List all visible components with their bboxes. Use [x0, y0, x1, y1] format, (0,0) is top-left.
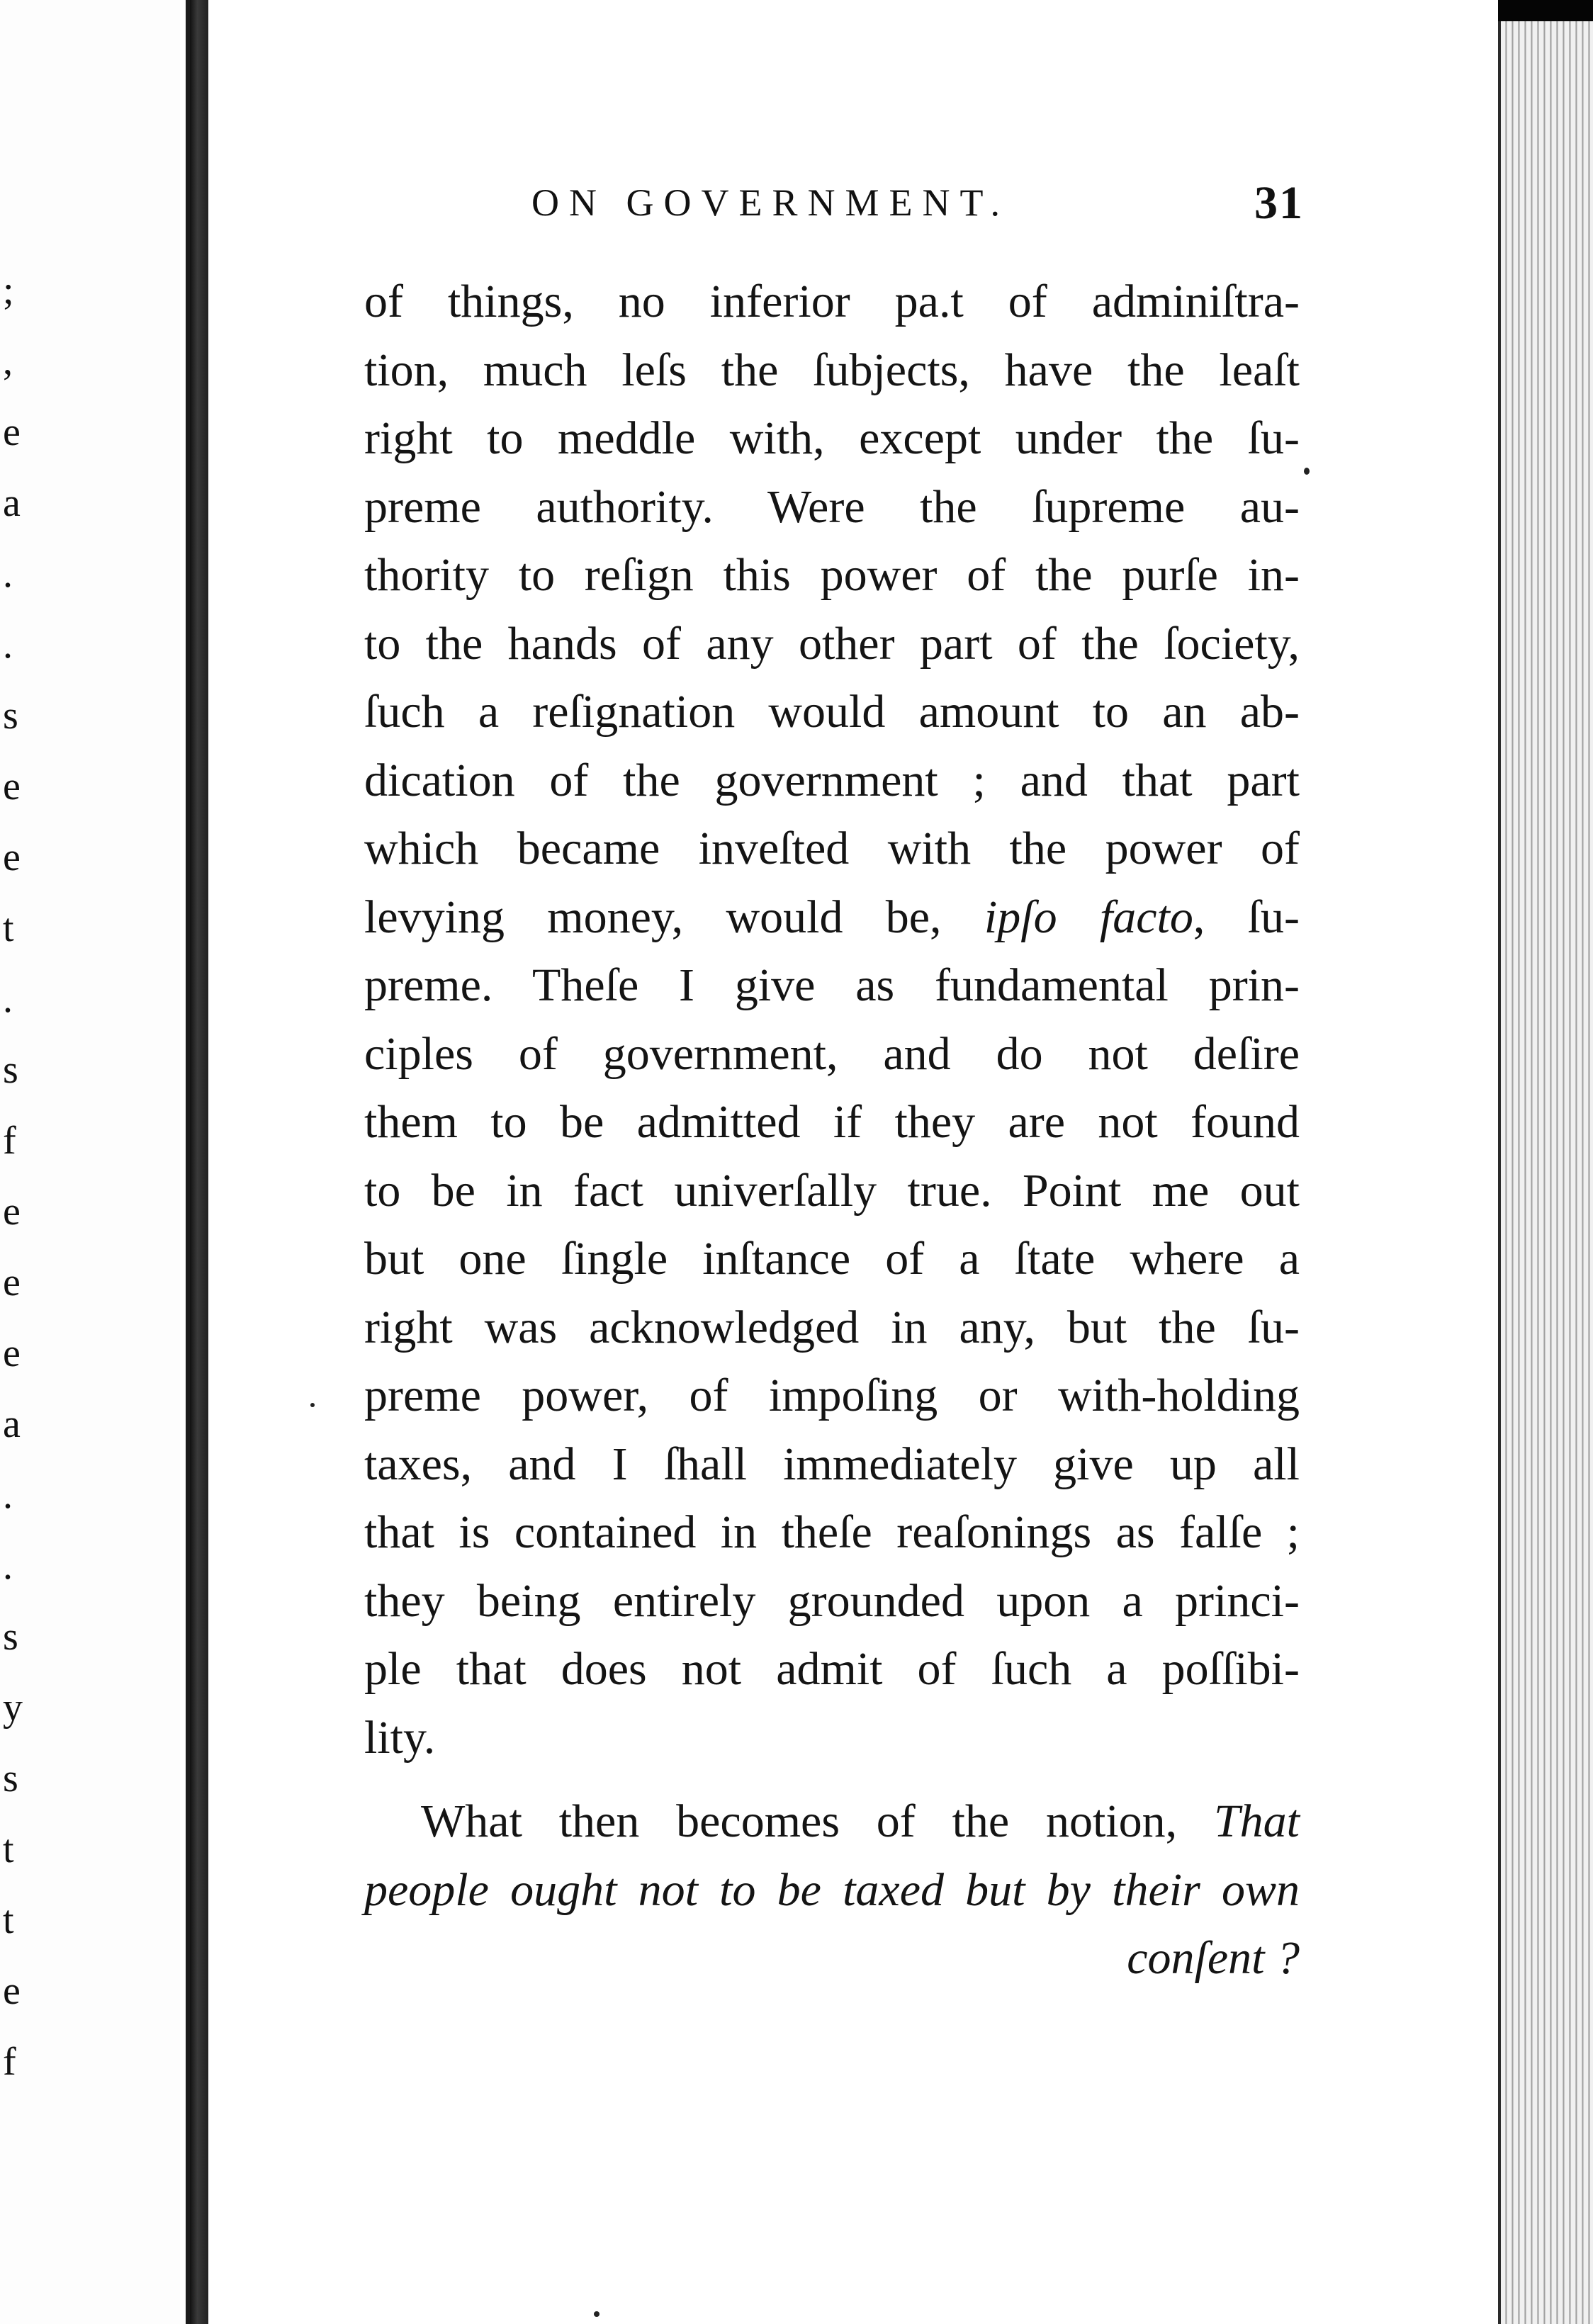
text-line: thority to reſign this power of the purſe in-: [364, 549, 1300, 601]
paragraph-start-line: What then becomes of the notion, That: [421, 1795, 1300, 1847]
left-page-fragment: y: [3, 1686, 23, 1730]
text-line: ſuch a reſignation would amount to an ab-: [364, 686, 1300, 738]
left-page-fragment: e: [3, 765, 21, 808]
left-page-fragment: .: [3, 623, 13, 667]
text-line: preme power, of impoſing or with-holding: [364, 1370, 1300, 1421]
left-page-fragment: .: [3, 977, 13, 1021]
text-line: ple that does not admit of ſuch a poſſibi-: [364, 1643, 1300, 1695]
book-page-edges: [1498, 21, 1593, 2324]
text-line: of things, no inferior pa.t of adminiſtra-: [364, 276, 1300, 327]
text-line: people ought not to be taxed but by their own: [364, 1863, 1300, 1916]
text-line: dication of the government ; and that part: [364, 754, 1300, 806]
left-page-fragment: ,: [3, 339, 13, 383]
text-line: to the hands of any other part of the ſociety,: [364, 617, 1300, 670]
left-page-fragment: s: [3, 694, 18, 738]
left-page-fragment: ;: [3, 269, 14, 312]
text-line: which became inveſted with the power of: [364, 823, 1300, 874]
text-line: to be in fact univerſally true. Point me out: [364, 1164, 1300, 1217]
page-number: 31: [1254, 177, 1304, 229]
text-line: they being entirely grounded upon a princi-: [364, 1574, 1300, 1627]
left-page-fragment: e: [3, 835, 21, 879]
left-page-fragment: e: [3, 1190, 21, 1234]
left-page-fragment: .: [3, 1473, 13, 1517]
left-page-fragment: e: [3, 410, 21, 454]
text-line: ciples of government, and do not deſire: [364, 1027, 1300, 1080]
text-line: preme authority. Were the ſupreme au-: [364, 480, 1300, 533]
text-line: that is contained in theſe reaſonings as falſe ;: [364, 1506, 1300, 1558]
left-page-text-fragments: [0, 255, 28, 2097]
running-head: [531, 177, 1304, 237]
text-line: lity.: [364, 1711, 436, 1764]
text-line: preme. Theſe I give as fundamental prin-: [364, 959, 1300, 1011]
text-line: but one ſingle inſtance of a ſtate where a: [364, 1233, 1300, 1285]
text-line: conſent ?: [1127, 1932, 1300, 1984]
left-page-fragment: a: [3, 1402, 21, 1446]
text-line: tion, much leſs the ſubjects, have the leaſt: [364, 344, 1300, 396]
left-page-fragment: e: [3, 1969, 21, 2013]
text-line: right to meddle with, except under the ſu-: [364, 412, 1300, 464]
italic-phrase: ipſo facto: [984, 891, 1193, 943]
left-page-edge: [0, 0, 190, 2324]
left-page-fragment: .: [3, 552, 13, 596]
body-text: [364, 268, 1300, 1993]
left-page-fragment: .: [3, 1544, 13, 1588]
book-gutter: [190, 0, 208, 2324]
left-page-fragment: e: [3, 1331, 21, 1375]
text-line: them to be admitted if they are not found: [364, 1096, 1300, 1148]
left-page-fragment: t: [3, 1898, 14, 1942]
running-head-title: ON GOVERNMENT.: [531, 181, 1010, 224]
text-line: levying money, would be, ipſo facto, ſu-: [364, 891, 1300, 943]
left-page-fragment: e: [3, 1260, 21, 1304]
left-page-fragment: t: [3, 906, 14, 950]
left-page-fragment: s: [3, 1756, 18, 1800]
left-page-fragment: f: [3, 1119, 16, 1163]
left-page-fragment: s: [3, 1048, 18, 1092]
book-block-shadow: [1498, 0, 1593, 21]
left-page-fragment: s: [3, 1615, 18, 1659]
left-page-fragment: f: [3, 2040, 16, 2084]
text-line: taxes, and I ſhall immediately give up all: [364, 1438, 1300, 1490]
left-page-fragment: a: [3, 481, 21, 525]
left-page-fragment: t: [3, 1827, 14, 1871]
text-line: right was acknowledged in any, but the ſu-: [364, 1301, 1300, 1353]
